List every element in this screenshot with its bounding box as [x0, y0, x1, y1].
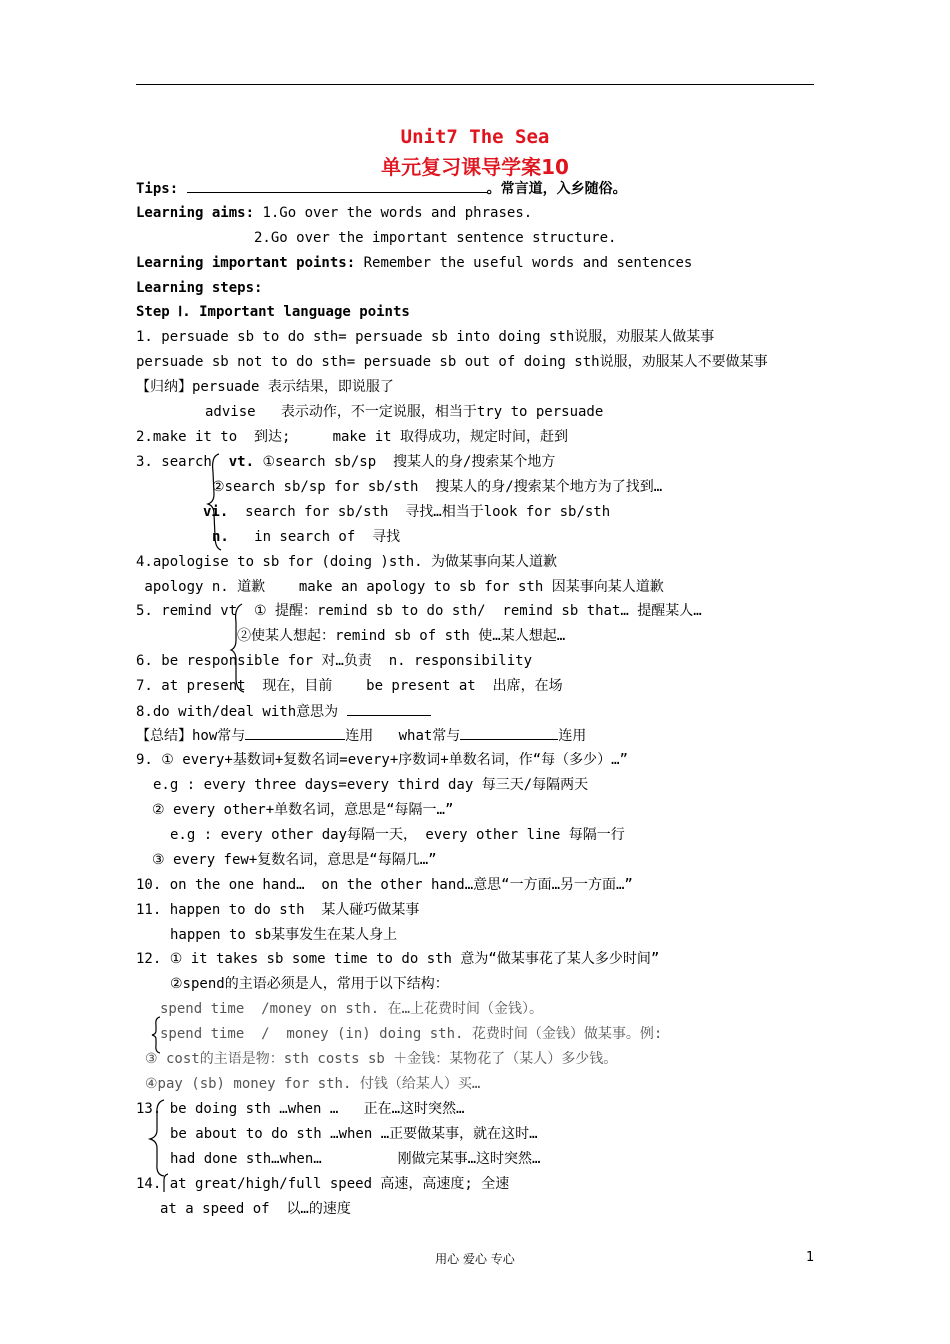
aims-line: [136, 204, 532, 222]
item-7: 7. at present 现在，目前 be present at 出席，在场: [136, 678, 563, 694]
aims-item-1: 1.Go over the words and phrases.: [262, 205, 533, 221]
item-11a: 11. happen to do sth 某人碰巧做某事: [136, 902, 420, 918]
step-1-heading: Step Ⅰ. Important language points: [136, 304, 410, 320]
brace-spend: [150, 1015, 164, 1055]
item-12e: ③ cost的主语是物：sth costs sb ＋金钱：某物花了（某人）多少钱。: [145, 1051, 618, 1067]
points-line: [136, 254, 692, 272]
how-blank[interactable]: [245, 726, 345, 740]
item-14a: 14. at great/high/full speed 高速，高速度; 全速: [136, 1176, 510, 1192]
item-13b: be about to do sth …when …正要做某事，就在这时…: [170, 1126, 538, 1142]
item-8-summary: 【总结】how常与 连用 what常与 连用: [136, 728, 587, 744]
item-4a: 4.apologise to sb for (doing )sth. 为做某事向某人道歉: [136, 554, 558, 570]
tips-blank[interactable]: [187, 179, 487, 193]
aims-label: Learning aims:: [136, 205, 255, 221]
header-rule: [136, 84, 814, 85]
item-11b: happen to sb某事发生在某人身上: [170, 927, 398, 943]
item-12a: 12. ① it takes sb some time to do sth 意为“做某事花了某人多少时间”: [136, 951, 660, 967]
item-12b: ②spend的主语必须是人，常用于以下结构：: [170, 976, 449, 992]
item-9d: e.g : every other day每隔一天， every other line 每隔一行: [170, 827, 625, 843]
item-10: 10. on the one hand… on the other hand…意思“一方面…另一方面…”: [136, 877, 633, 893]
item-5a: 5. remind vt ① 提醒：remind sb to do sth/ remind sb that… 提醒某人…: [136, 603, 702, 619]
item-12f: ④pay (sb) money for sth. 付钱（给某人）买…: [145, 1076, 481, 1092]
item-1c: 【归纳】persuade 表示结果，即说服了: [136, 379, 394, 395]
item-12d: spend time / money (in) doing sth. 花费时间（金钱）做某事。例:: [160, 1026, 663, 1042]
page-footer: 用心 爱心 专心: [435, 1252, 515, 1266]
brace-search: [205, 452, 225, 552]
points-text: Remember the useful words and sentences: [363, 255, 693, 271]
tips-text: 。常言道，入乡随俗。: [486, 181, 627, 197]
item-3b: ②search sb/sp for sb/sth 搜某人的身/搜索某个地方为了找到…: [212, 479, 663, 495]
page-subtitle: 单元复习课导学案10: [381, 155, 569, 179]
aims-item-2: 2.Go over the important sentence structure.: [254, 230, 617, 246]
item-3d: n. in search of 寻找: [212, 529, 401, 545]
item-5b: ②使某人想起：remind sb of sth 使…某人想起…: [237, 628, 566, 644]
tips-line: [136, 179, 627, 198]
tips-label: Tips:: [136, 181, 179, 197]
item-2: 2.make it to 到达; make it 取得成功，规定时间，赶到: [136, 429, 569, 445]
item-3c: vi. search for sb/sth 寻找…相当于look for sb/sth: [203, 504, 611, 520]
brace-when: [148, 1098, 168, 1178]
item-9c: ② every other+单数名词，意思是“每隔一…”: [152, 802, 454, 818]
points-label: Learning important points:: [136, 255, 356, 271]
what-blank[interactable]: [460, 726, 558, 740]
summary-label: 【归纳】: [136, 379, 192, 395]
item-1b: persuade sb not to do sth= persuade sb out of doing sth说服，劝服某人不要做某事: [136, 354, 768, 370]
item-1d: advise 表示动作，不一定说服，相当于try to persuade: [205, 404, 604, 420]
item-9a: 9. ① every+基数词+复数名词=every+序数词+单数名词，作“每（多少）…”: [136, 752, 628, 768]
item-13a: 13. be doing sth …when … 正在…这时突然…: [136, 1101, 465, 1117]
item-8-blank[interactable]: [347, 702, 431, 716]
item-9e: ③ every few+复数名词，意思是“每隔几…”: [152, 852, 437, 868]
item-3a: 3. search vt. ①search sb/sp 搜某人的身/搜索某个地方: [136, 454, 556, 470]
item-12c: spend time /money on sth. 在…上花费时间（金钱）。: [160, 1001, 544, 1017]
page-number: 1: [806, 1250, 815, 1265]
item-1a: 1. persuade sb to do sth= persuade sb into doing sth说服，劝服某人做某事: [136, 329, 715, 345]
item-8: 8.do with/deal with意思为: [136, 702, 431, 721]
item-6: 6. be responsible for 对…负责 n. responsibility: [136, 653, 533, 669]
steps-label: Learning steps:: [136, 280, 263, 296]
item-4b: apology n. 道歉 make an apology to sb for sth 因某事向某人道歉: [136, 579, 664, 595]
item-14b: at a speed of 以…的速度: [160, 1201, 351, 1217]
brace-speed: [158, 1172, 172, 1196]
item-13c: had done sth…when… 刚做完某事…这时突然…: [170, 1151, 541, 1167]
page-title: Unit7 The Sea: [400, 126, 550, 148]
item-9b: e.g : every three days=every third day 每三天/每隔两天: [153, 777, 589, 793]
